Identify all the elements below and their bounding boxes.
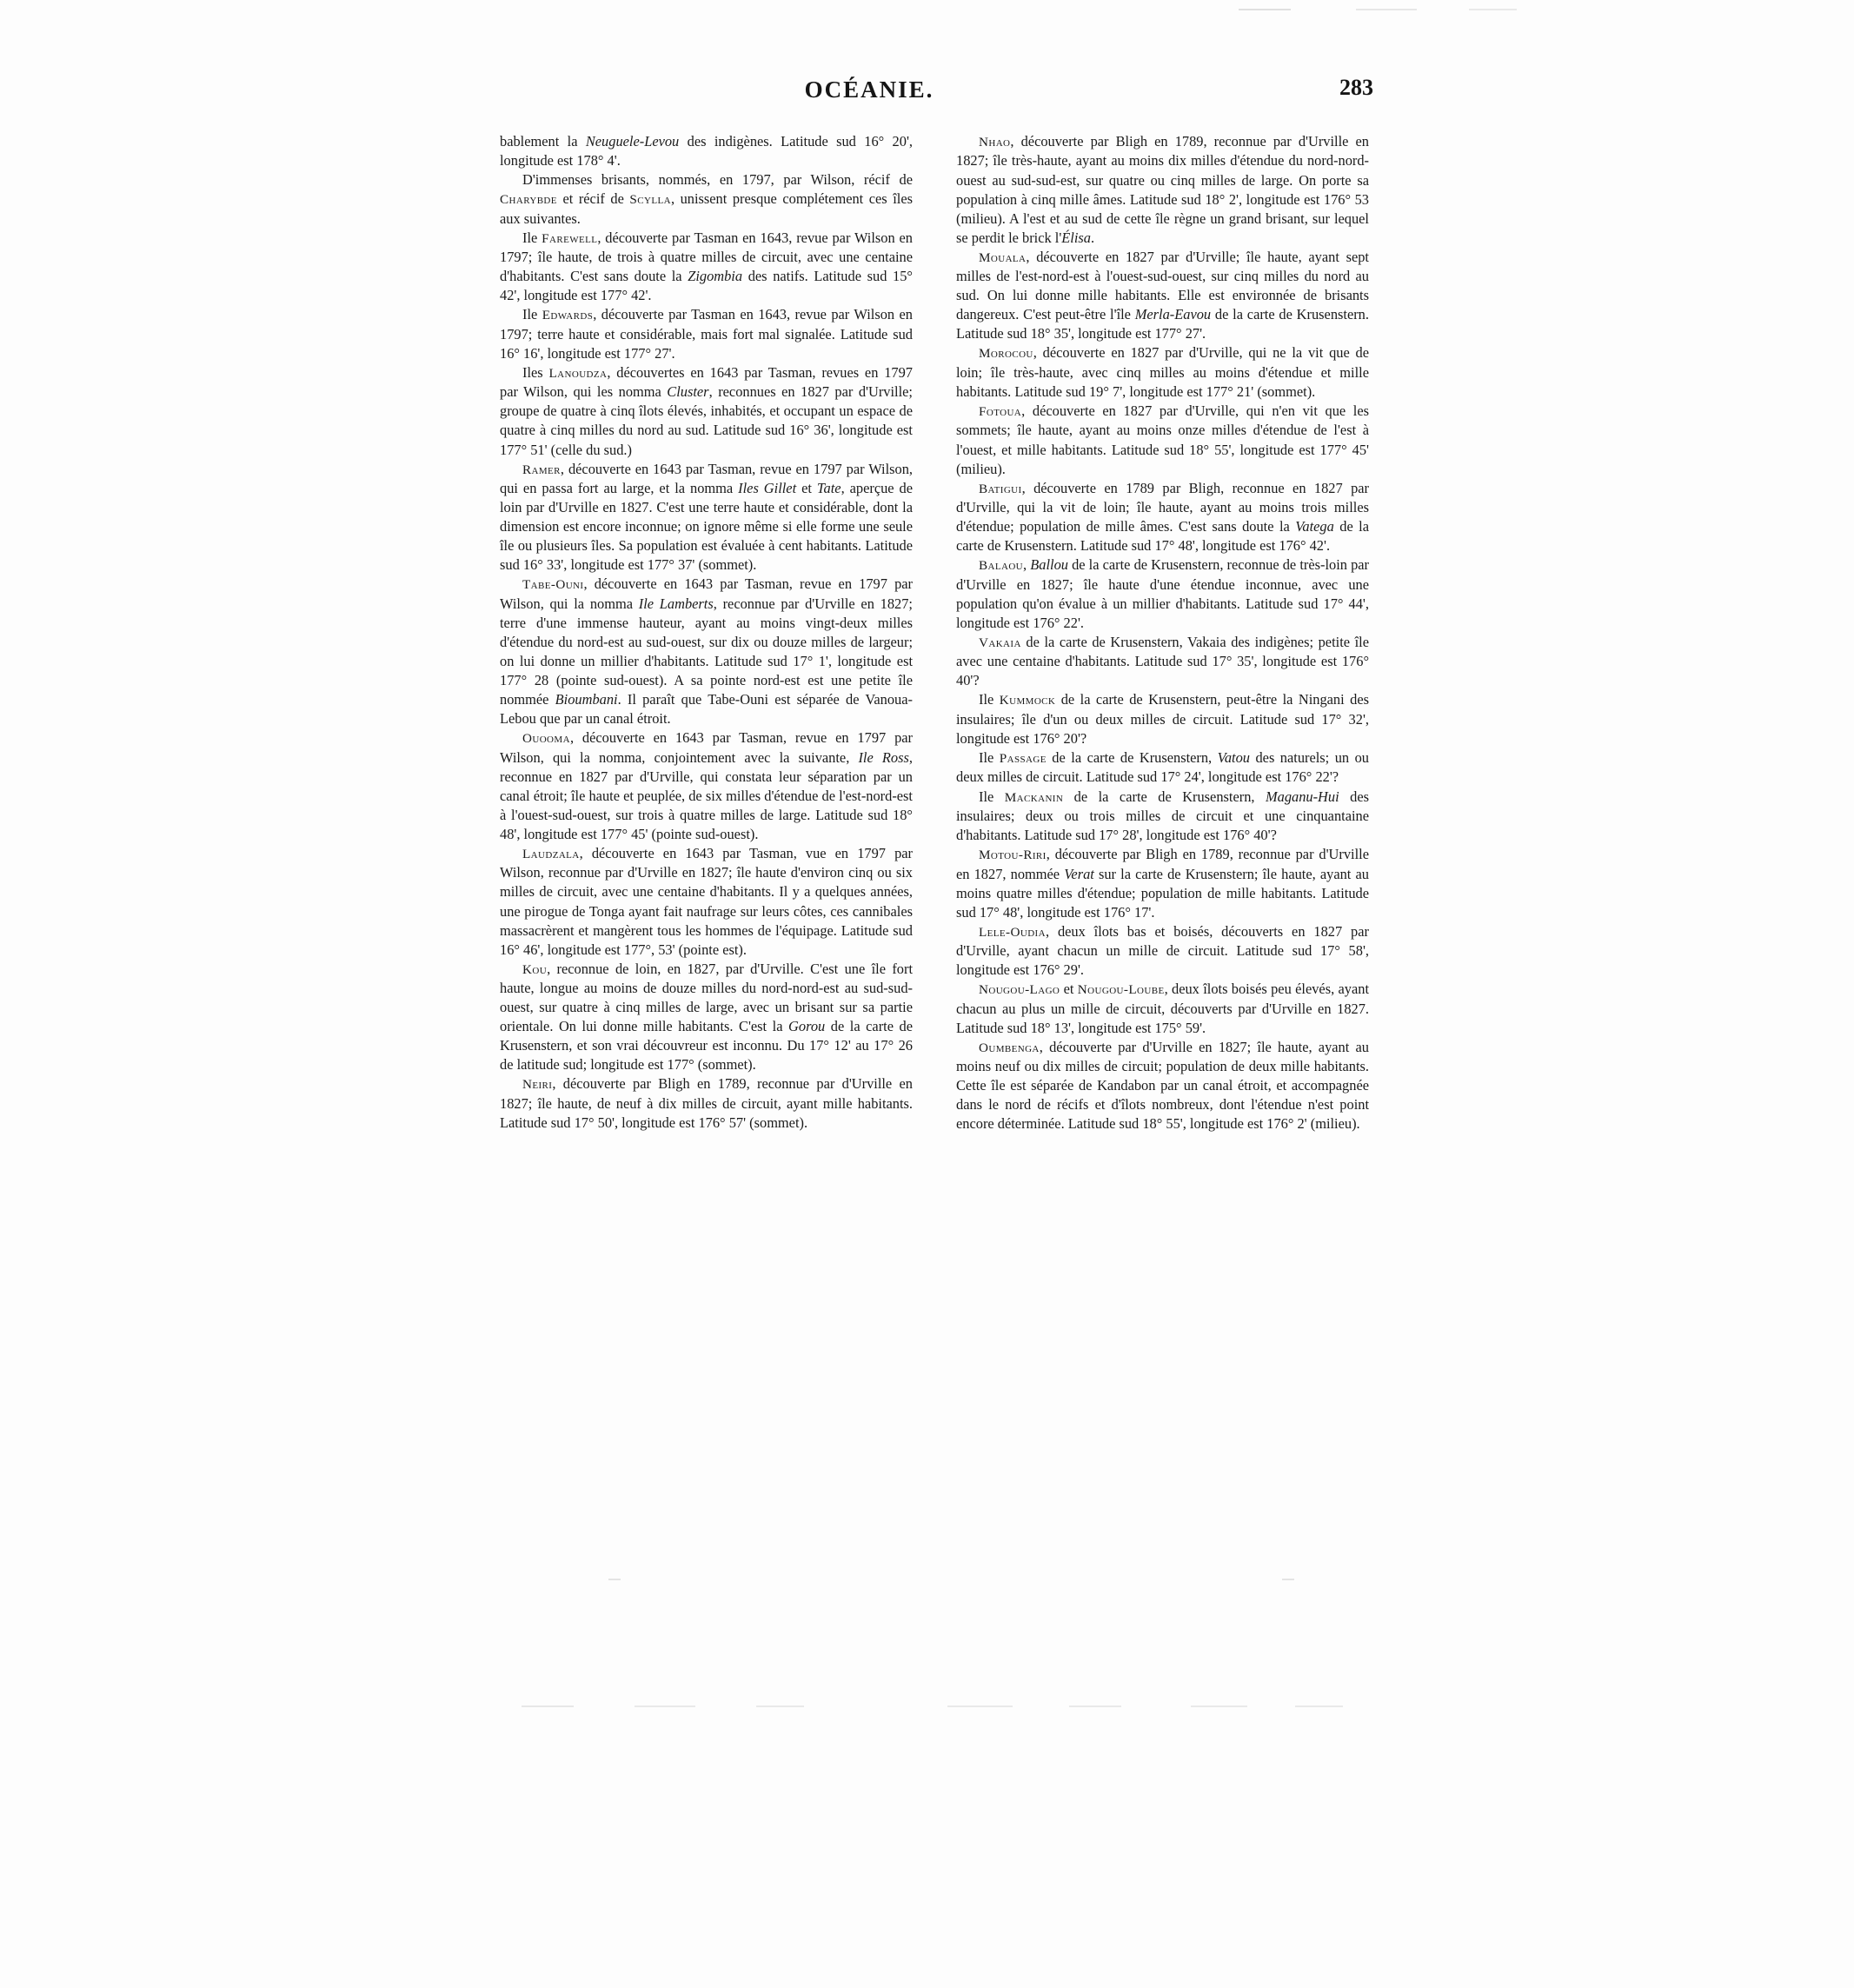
paragraph: Ile Mackanin de la carte de Krusenstern, Maganu-Hui des insulaires; deux ou trois milles de circuit et une cinquantaine d'habitants. Latitude sud 17° 28', longitude est 176° 40'?: [956, 788, 1369, 843]
paragraph: Motou-Riri, découverte par Bligh en 1789, reconnue par d'Urville en 1827, nommée Verat sur la carte de Krusenstern; île haute, ayant au moins quatre milles d'étendue; population de mille habitants. Latitude sud 17° 48', longitude est 176° 17'.: [956, 846, 1369, 921]
paragraph: Laudzala, découverte en 1643 par Tasman, vue en 1797 par Wilson, reconnue par d'Urville en 1827; île haute d'environ cinq ou six milles de circuit, avec une centaine d'habitants. Il y a quelques années, une pirogue de Tonga ayant fait naufrage sur leurs côtes, ces cannibales massacrèrent et mangèrent tous les hommes de l'équipage. Latitude sud 16° 46', longitude est 177°, 53' (pointe est).: [500, 844, 913, 958]
paragraph: D'immenses brisants, nommés, en 1797, par Wilson, récif de Charybde et récif de Scylla, unissent presque complétement ces îles aux suivantes.: [500, 171, 913, 227]
paragraph: Lele-Oudia, deux îlots bas et boisés, découverts en 1827 par d'Urville, ayant chacun un mille de circuit. Latitude sud 17° 58', longitude est 176° 29'.: [956, 922, 1369, 979]
paragraph: Ile Kummock de la carte de Krusenstern, peut-être la Ningani des insulaires; île d'un ou deux milles de circuit. Latitude sud 17° 32', longitude est 176° 20'?: [956, 691, 1369, 747]
paragraph: Neiri, découverte par Bligh en 1789, reconnue par d'Urville en 1827; île haute, de neuf à dix milles de circuit, ayant mille habitants. Latitude sud 17° 50', longitude est 176° 57' (sommet).: [500, 1075, 913, 1131]
paragraph: Ile Edwards, découverte par Tasman en 1643, revue par Wilson en 1797; terre haute et considérable, mais fort mal signalée. Latitude sud 16° 16', longitude est 177° 27'.: [500, 306, 913, 362]
paragraph: Nougou-Lago et Nougou-Loube, deux îlots boisés peu élevés, ayant chacun au plus un mille de circuit, découverts par d'Urville en 1827. Latitude sud 18° 13', longitude est 175° 59'.: [956, 981, 1370, 1036]
paragraph: Vakaia de la carte de Krusenstern, Vakaia des indigènes; petite île avec une centaine d'habitants. Latitude sud 17° 35', longitude est 176° 40'?: [956, 633, 1369, 689]
paragraph: Iles Lanoudza, découvertes en 1643 par Tasman, revues en 1797 par Wilson, qui les nomma Cluster, reconnues en 1827 par d'Urville; groupe de quatre à cinq îlots élevés, inhabités, et occupant un espace de quatre à cinq milles du nord au sud. Latitude sud 16° 36', longitude est 177° 51' (celle du sud.): [500, 363, 913, 458]
paragraph: Ile Passage de la carte de Krusenstern, Vatou des naturels; un ou deux milles de circuit. Latitude sud 17° 24', longitude est 176° 22'?: [956, 749, 1369, 786]
paragraph: Ramer, découverte en 1643 par Tasman, revue en 1797 par Wilson, qui en passa fort au large, et la nomma Iles Gillet et Tate, aperçue de loin par d'Urville en 1827. C'est une terre haute et considérable, dont la dimension est encore inconnue; on ignore même si elle forme une seule île ou plusieurs îles. Sa population est évaluée à cent habitants. Latitude sud 16° 33', longitude est 177° 37' (sommet).: [500, 460, 914, 574]
paragraph: Morocou, découverte en 1827 par d'Urville, qui ne la vit que de loin; île très-haute, avec cinq milles au moins d'étendue et mille habitants. Latitude sud 19° 7', longitude est 177° 21' (sommet).: [956, 344, 1369, 400]
paragraph: Ile Farewell, découverte par Tasman en 1643, revue par Wilson en 1797; île haute, de trois à quatre milles de circuit, avec une centaine d'habitants. C'est sans doute la Zigombia des natifs. Latitude sud 15° 42', longitude est 177° 42'.: [500, 229, 913, 304]
paragraph: bablement la Neuguele-Levou des indigènes. Latitude sud 16° 20', longitude est 178° 4'.: [500, 133, 914, 170]
column-left: [500, 132, 913, 1134]
paragraph: Ouooma, découverte en 1643 par Tasman, revue en 1797 par Wilson, qui la nomma, conjointement avec la suivante, Ile Ross, reconnue en 1827 par d'Urville, qui constata leur séparation par un canal étroit; île haute et peuplée, de six milles d'étendue de l'est-nord-est à l'ouest-sud-ouest, sur trois à quatre milles de large. Latitude sud 18° 48', longitude est 177° 45' (pointe sud-ouest).: [500, 729, 913, 842]
paragraph: Fotoua, découverte en 1827 par d'Urville, qui n'en vit que les sommets; île haute, ayant au moins onze milles d'étendue de l'est à l'ouest, et mille habitants. Latitude sud 18° 55', longitude est 177° 45' (milieu).: [956, 402, 1369, 477]
page-header: [487, 76, 1373, 111]
paragraph: Kou, reconnue de loin, en 1827, par d'Urville. C'est une île fort haute, longue au moins de douze milles du nord-nord-est au sud-sud-ouest, sur quatre à cinq milles de large, avec un brisant sur sa partie orientale. On lui donne mille habitants. C'est la Gorou de la carte de Krusenstern, et son vrai découvreur est inconnu. Du 17° 12' au 17° 26 de latitude sud; longitude est 177° (sommet).: [500, 960, 913, 1074]
paragraph: Oumbenga, découverte par d'Urville en 1827; île haute, ayant au moins neuf ou dix milles de circuit; population de deux mille habitants. Cette île est séparée de Kandabon par un canal étroit, et accompagnée dans le nord de récifs et d'îlots nombreux, dont l'étendue n'est point encore déterminée. Latitude sud 18° 55', longitude est 176° 2' (milieu).: [956, 1038, 1369, 1133]
column-right: [956, 132, 1369, 1134]
body-columns: [500, 132, 1369, 1134]
paragraph: Tabe-Ouni, découverte en 1643 par Tasman, revue en 1797 par Wilson, qui la nomma Ile Lamberts, reconnue par d'Urville en 1827; terre d'une immense hauteur, ayant au moins vingt-deux milles d'étendue du nord-est au sud-ouest, sur dix ou douze milles de largeur; on lui donne un millier d'habitants. Latitude sud 17° 1', longitude est 177° 28 (pointe sud-ouest). A sa pointe nord-est est une petite île nommée Bioumbani. Il paraît que Tabe-Ouni est séparée de Vanoua-Lebou que par un canal étroit.: [500, 575, 913, 728]
page-number: 283: [1339, 75, 1373, 100]
paragraph: Batigui, découverte en 1789 par Bligh, reconnue en 1827 par d'Urville, qui la vit de loin; île haute, ayant au moins trois milles d'étendue; population de mille âmes. C'est sans doute la Vatega de la carte de Krusenstern. Latitude sud 17° 48', longitude est 176° 42'.: [956, 479, 1370, 555]
paragraph: Nhao, découverte par Bligh en 1789, reconnue par d'Urville en 1827; île très-haute, ayant au moins dix milles d'étendue du nord-nord-ouest au sud-sud-est, sur quatre ou cinq milles de large. On porte sa population à cinq mille âmes. Latitude sud 18° 2', longitude est 176° 53 (milieu). A l'est et au sud de cette île règne un grand brisant, sur lequel se perdit le brick l'Élisa.: [956, 133, 1369, 246]
page-title: OCÉANIE.: [804, 76, 934, 103]
paragraph: Mouala, découverte en 1827 par d'Urville; île haute, ayant sept milles de l'est-nord-est à l'ouest-sud-ouest, sur cinq milles du nord au sud. On lui donne mille habitants. Elle est environnée de brisants dangereux. C'est peut-être l'île Merla-Eavou de la carte de Krusenstern. Latitude sud 18° 35', longitude est 177° 27'.: [956, 248, 1369, 342]
paragraph: Balaou, Ballou de la carte de Krusenstern, reconnue de très-loin par d'Urville en 1827; île haute d'une étendue inconnue, avec une population qu'on évalue à un millier d'habitants. Latitude sud 17° 44', longitude est 176° 22'.: [956, 556, 1369, 631]
